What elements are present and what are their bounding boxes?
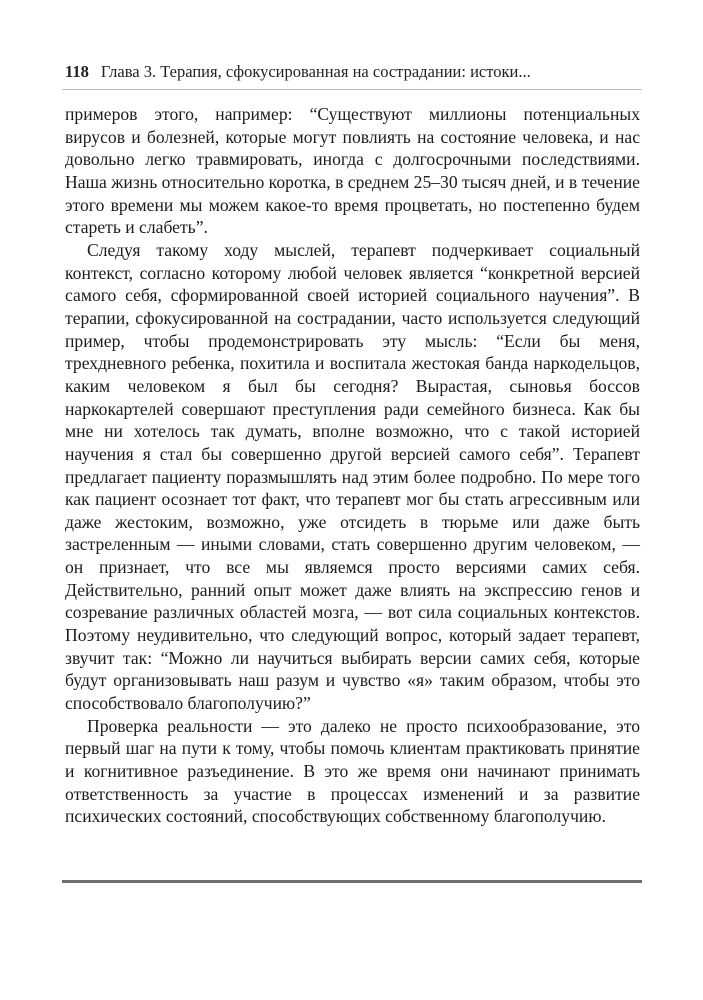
paragraph-continued: примеров этого, например: “Существуют миллионы потенциальных вирусов и болезней, которые могут повлиять на состояние человека, и нас довольно легко травмировать, иногда с долгосрочными последствиями. Наша жизнь относительно коротка, в среднем 25–30 тысяч дней, и в течение этого времени мы можем какое-то время процветать, но постепенно будем стареть и слабеть”.	[65, 104, 640, 238]
page-number: 118	[65, 62, 89, 81]
paragraph: Проверка реальности — это далеко не просто психообразование, это первый шаг на пути к тому, чтобы помочь клиентам практиковать принятие и когнитивное разъединение. В это же время они начинают принимать ответственность за участие в процессах изменений и за развитие психических состояний, способствующих собственному благополучию.	[65, 715, 640, 827]
body-text	[65, 103, 640, 828]
header-rule	[62, 89, 642, 90]
footer-rule	[62, 880, 642, 883]
paragraph: Следуя такому ходу мыслей, терапевт подчеркивает социальный контекст, согласно которому любой человек является “конкретной версией самого себя, сформированной своей историей социального научения”. В терапии, сфокусированной на сострадании, часто используется следующий пример, чтобы продемонстрировать эту мысль: “Если бы меня, трехдневного ребенка, похитила и воспитала жестокая банда наркодельцов, каким человеком я был бы сегодня? Вырастая, сыновья боссов наркокартелей совершают преступления ради семейного бизнеса. Как бы мне ни хотелось так думать, вполне возможно, что с такой историей научения я стал бы совершенно другой версией самого себя”. Терапевт предлагает пациенту поразмышлять над этим более подробно. По мере того как пациент осознает тот факт, что терапевт мог бы стать агрессивным или даже жестоким, возможно, уже отсидеть в тюрьме или даже быть застреленным — иными словами, стать совершенно другим человеком, — он признает, что все мы являемся просто версиями самих себя. Действительно, ранний опыт может даже влиять на экспрессию генов и созревание различных областей мозга, — вот сила социальных контекстов. Поэтому неудивительно, что следующий вопрос, который задает терапевт, звучит так: “Можно ли научиться выбирать версии самих себя, которые будут организовывать наш разум и чувство «я» таким образом, чтобы это способствовало благополучию?”	[65, 239, 640, 714]
running-header	[65, 61, 641, 83]
chapter-title: Глава 3. Терапия, сфокусированная на сострадании: истоки...	[100, 62, 531, 81]
